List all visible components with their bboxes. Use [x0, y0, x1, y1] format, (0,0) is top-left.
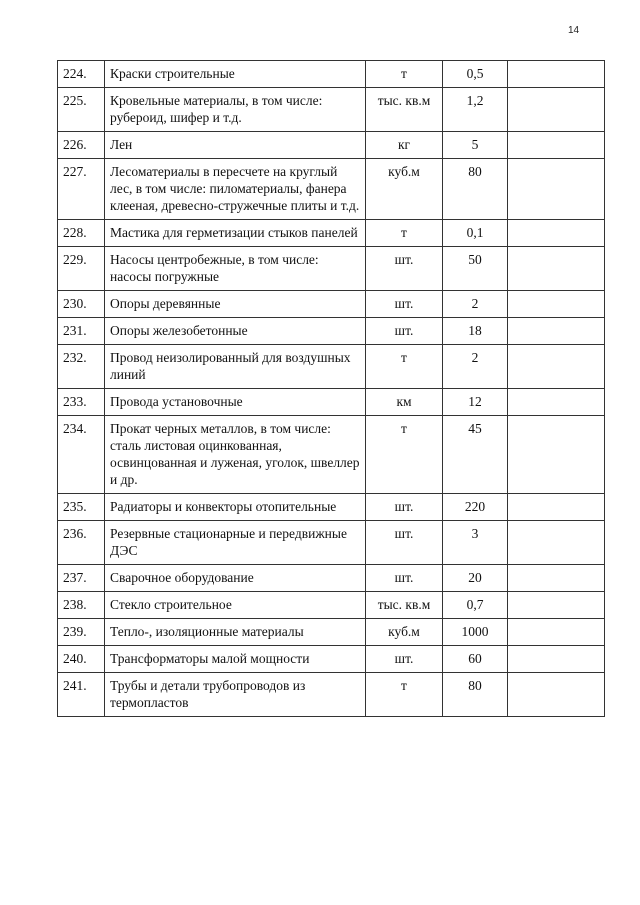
table-row: [58, 389, 605, 416]
row-empty-cell: [508, 416, 605, 494]
row-unit: т: [366, 220, 443, 247]
row-empty-cell: [508, 61, 605, 88]
materials-table-body: [58, 61, 605, 717]
row-quantity: 1000: [443, 619, 508, 646]
table-row: [58, 619, 605, 646]
row-empty-cell: [508, 88, 605, 132]
row-unit: кг: [366, 132, 443, 159]
row-quantity: 80: [443, 159, 508, 220]
row-number: 237.: [58, 565, 105, 592]
row-quantity: 220: [443, 494, 508, 521]
row-item-name: Резервные стационарные и передвижные ДЭС: [105, 521, 366, 565]
row-quantity: 12: [443, 389, 508, 416]
row-item-name: Лесоматериалы в пересчете на круглый лес, в том числе: пиломатериалы, фанера клееная, древесно-стружечные плиты и т.д.: [105, 159, 366, 220]
row-item-name: Кровельные материалы, в том числе: рубероид, шифер и т.д.: [105, 88, 366, 132]
row-item-name: Опоры железобетонные: [105, 318, 366, 345]
page-number: 14: [568, 25, 580, 36]
row-empty-cell: [508, 521, 605, 565]
row-quantity: 0,1: [443, 220, 508, 247]
row-unit: шт.: [366, 494, 443, 521]
table-row: [58, 521, 605, 565]
row-quantity: 80: [443, 673, 508, 717]
row-unit: шт.: [366, 521, 443, 565]
table-row: [58, 592, 605, 619]
row-number: 233.: [58, 389, 105, 416]
row-empty-cell: [508, 494, 605, 521]
table-row: [58, 646, 605, 673]
table-row: [58, 345, 605, 389]
row-number: 228.: [58, 220, 105, 247]
row-number: 241.: [58, 673, 105, 717]
row-number: 225.: [58, 88, 105, 132]
row-item-name: Краски строительные: [105, 61, 366, 88]
row-number: 226.: [58, 132, 105, 159]
row-item-name: Трансформаторы малой мощности: [105, 646, 366, 673]
row-item-name: Провод неизолированный для воздушных линий: [105, 345, 366, 389]
row-item-name: Тепло-, изоляционные материалы: [105, 619, 366, 646]
row-number: 229.: [58, 247, 105, 291]
row-quantity: 5: [443, 132, 508, 159]
row-quantity: 3: [443, 521, 508, 565]
row-number: 231.: [58, 318, 105, 345]
row-unit: т: [366, 61, 443, 88]
row-item-name: Трубы и детали трубопроводов из термопластов: [105, 673, 366, 717]
row-item-name: Сварочное оборудование: [105, 565, 366, 592]
row-item-name: Лен: [105, 132, 366, 159]
table-row: [58, 247, 605, 291]
row-number: 232.: [58, 345, 105, 389]
row-unit: шт.: [366, 318, 443, 345]
row-number: 227.: [58, 159, 105, 220]
row-empty-cell: [508, 159, 605, 220]
row-item-name: Радиаторы и конвекторы отопительные: [105, 494, 366, 521]
row-empty-cell: [508, 220, 605, 247]
row-quantity: 60: [443, 646, 508, 673]
row-quantity: 20: [443, 565, 508, 592]
row-number: 230.: [58, 291, 105, 318]
row-number: 235.: [58, 494, 105, 521]
row-unit: шт.: [366, 247, 443, 291]
row-number: 240.: [58, 646, 105, 673]
table-row: [58, 61, 605, 88]
materials-table: [57, 60, 605, 717]
row-unit: км: [366, 389, 443, 416]
table-row: [58, 291, 605, 318]
row-unit: куб.м: [366, 619, 443, 646]
row-number: 239.: [58, 619, 105, 646]
row-unit: шт.: [366, 291, 443, 318]
row-quantity: 18: [443, 318, 508, 345]
row-unit: шт.: [366, 646, 443, 673]
row-item-name: Опоры деревянные: [105, 291, 366, 318]
row-empty-cell: [508, 132, 605, 159]
row-empty-cell: [508, 389, 605, 416]
table-row: [58, 220, 605, 247]
table-row: [58, 673, 605, 717]
row-quantity: 1,2: [443, 88, 508, 132]
row-empty-cell: [508, 291, 605, 318]
row-quantity: 2: [443, 291, 508, 318]
row-empty-cell: [508, 592, 605, 619]
row-empty-cell: [508, 345, 605, 389]
row-empty-cell: [508, 318, 605, 345]
row-quantity: 2: [443, 345, 508, 389]
row-unit: тыс. кв.м: [366, 88, 443, 132]
row-unit: т: [366, 416, 443, 494]
table-row: [58, 159, 605, 220]
row-quantity: 50: [443, 247, 508, 291]
row-empty-cell: [508, 646, 605, 673]
table-row: [58, 494, 605, 521]
row-unit: куб.м: [366, 159, 443, 220]
row-unit: шт.: [366, 565, 443, 592]
row-quantity: 0,5: [443, 61, 508, 88]
row-unit: т: [366, 673, 443, 717]
row-unit: т: [366, 345, 443, 389]
row-item-name: Стекло строительное: [105, 592, 366, 619]
row-item-name: Провода установочные: [105, 389, 366, 416]
row-number: 236.: [58, 521, 105, 565]
table-row: [58, 88, 605, 132]
row-quantity: 0,7: [443, 592, 508, 619]
row-empty-cell: [508, 619, 605, 646]
row-unit: тыс. кв.м: [366, 592, 443, 619]
row-empty-cell: [508, 565, 605, 592]
row-item-name: Насосы центробежные, в том числе: насосы погружные: [105, 247, 366, 291]
row-item-name: Мастика для герметизации стыков панелей: [105, 220, 366, 247]
table-row: [58, 132, 605, 159]
table-row: [58, 416, 605, 494]
row-quantity: 45: [443, 416, 508, 494]
row-empty-cell: [508, 247, 605, 291]
table-row: [58, 318, 605, 345]
table-row: [58, 565, 605, 592]
row-number: 238.: [58, 592, 105, 619]
row-item-name: Прокат черных металлов, в том числе: сталь листовая оцинкованная, освинцованная и луженая, уголок, швеллер и др.: [105, 416, 366, 494]
row-number: 224.: [58, 61, 105, 88]
row-empty-cell: [508, 673, 605, 717]
row-number: 234.: [58, 416, 105, 494]
